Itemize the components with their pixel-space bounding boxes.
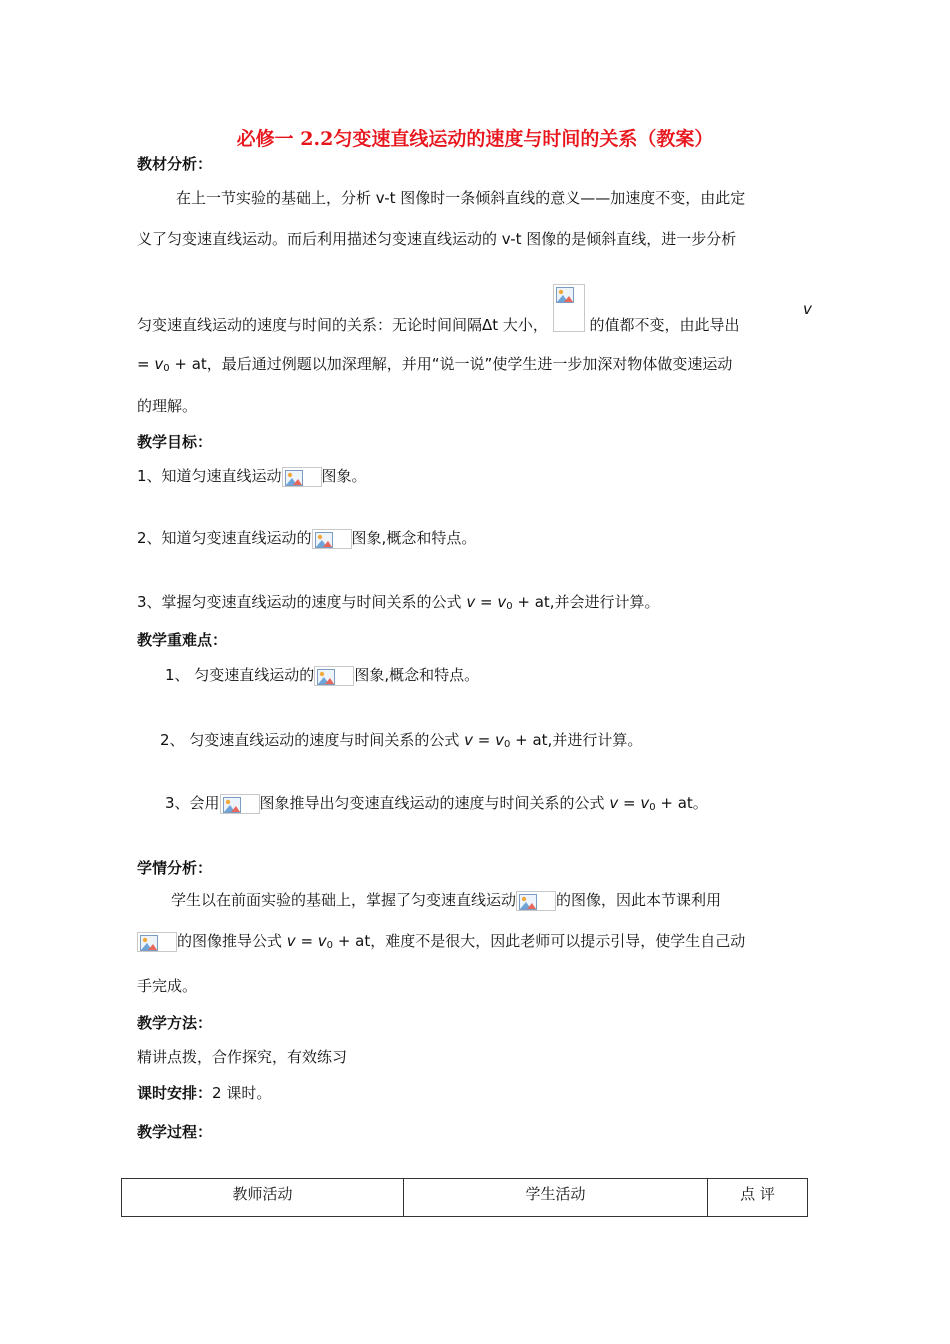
student-analysis-line-2 bbox=[137, 930, 745, 952]
analysis-line-3-v: v bbox=[803, 300, 812, 318]
key-point-1-text-b: 图象,概念和特点。 bbox=[354, 666, 480, 684]
formula-eq: = bbox=[618, 794, 641, 812]
formula-v0: v bbox=[317, 932, 327, 950]
broken-image-icon bbox=[282, 467, 322, 487]
table-header-comment: 点 评 bbox=[708, 1179, 808, 1217]
formula-rest: + at bbox=[655, 794, 693, 812]
process-table bbox=[121, 1178, 808, 1217]
goal-3 bbox=[137, 591, 660, 612]
analysis-line-4-text: + at，最后通过例题以加深理解，并用“说一说”使学生进一步加深对物体做变速运动 bbox=[169, 355, 733, 373]
table-header-student: 学生活动 bbox=[404, 1179, 708, 1217]
student-analysis-text-b: 的图像，因此本节课利用 bbox=[556, 891, 722, 909]
analysis-line-4 bbox=[137, 353, 732, 374]
formula-v: v bbox=[466, 593, 476, 611]
formula-v0: v bbox=[497, 593, 507, 611]
goal-2 bbox=[137, 527, 476, 549]
formula-v: v bbox=[464, 731, 473, 749]
key-point-2 bbox=[160, 729, 642, 750]
broken-image-icon bbox=[312, 529, 352, 549]
goal-2-text-a: 2、知道匀变速直线运动的 bbox=[137, 529, 312, 547]
formula-rest: + at bbox=[512, 593, 550, 611]
process-heading: 教学过程： bbox=[137, 1123, 213, 1141]
formula-sub: 0 bbox=[506, 601, 513, 612]
goals-heading: 教学目标： bbox=[137, 433, 213, 451]
method-text: 精讲点拨，合作探究，有效练习 bbox=[137, 1048, 348, 1066]
key-point-3-text-a: 3、会用 bbox=[165, 794, 220, 812]
document-title: 必修一 2.2匀变速直线运动的速度与时间的关系（教案） bbox=[236, 128, 714, 150]
goal-1-text-b: 图象。 bbox=[321, 467, 367, 485]
analysis-line-2: 义了匀变速直线运动。而后利用描述匀变速直线运动的 v-t 图像的是倾斜直线，进一步分析 bbox=[137, 230, 737, 248]
student-analysis-text-a: 学生以在前面实验的基础上，掌握了匀变速直线运动 bbox=[171, 891, 517, 909]
formula-v0: v bbox=[495, 731, 504, 749]
student-analysis-line-3: 手完成。 bbox=[137, 977, 198, 995]
analysis-line-1: 在上一节实验的基础上，分析 v-t 图像时一条倾斜直线的意义——加速度不变，由此定 bbox=[176, 189, 746, 207]
analysis-line-4-sub: 0 bbox=[163, 363, 170, 374]
student-analysis-text-d: ，难度不是很大，因此老师可以提示引导，使学生自己动 bbox=[370, 932, 746, 950]
key-point-2-text-b: ,并进行计算。 bbox=[547, 731, 643, 749]
analysis-line-4-v: v bbox=[154, 355, 164, 373]
formula-sub: 0 bbox=[649, 802, 656, 813]
analysis-heading: 教材分析： bbox=[137, 155, 213, 173]
broken-image-icon bbox=[516, 891, 556, 911]
schedule-text: 2 课时。 bbox=[212, 1084, 272, 1102]
broken-image-icon bbox=[220, 794, 260, 814]
goal-1-text-a: 1、知道匀速直线运动 bbox=[137, 467, 282, 485]
formula-sub: 0 bbox=[326, 940, 334, 951]
analysis-line-5: 的理解。 bbox=[137, 397, 198, 415]
student-analysis-text-c: 的图像推导公式 bbox=[177, 932, 287, 950]
key-point-3 bbox=[165, 792, 708, 814]
student-analysis-line-1 bbox=[171, 889, 721, 911]
analysis-line-3-text-a: 匀变速直线运动的速度与时间的关系：无论时间间隔Δt 大小， bbox=[137, 315, 548, 334]
schedule-line bbox=[137, 1082, 271, 1103]
schedule-heading: 课时安排： bbox=[137, 1084, 213, 1102]
formula-sub: 0 bbox=[503, 739, 511, 750]
formula-v: v bbox=[609, 794, 619, 812]
key-point-2-text-a: 2、 匀变速直线运动的速度与时间关系的公式 bbox=[160, 731, 465, 749]
broken-image-icon bbox=[137, 932, 177, 952]
student-analysis-heading: 学情分析： bbox=[137, 859, 213, 877]
key-point-1-text-a: 1、 匀变速直线运动的 bbox=[165, 666, 315, 684]
table-header-teacher: 教师活动 bbox=[122, 1179, 404, 1217]
formula-eq: = bbox=[475, 593, 498, 611]
formula-eq: = bbox=[472, 731, 496, 749]
goal-2-text-b: 图象,概念和特点。 bbox=[351, 529, 477, 547]
table-row bbox=[122, 1179, 808, 1217]
key-point-1 bbox=[165, 664, 479, 686]
formula-v: v bbox=[286, 932, 296, 950]
formula-rest: + at bbox=[333, 932, 371, 950]
broken-image-icon bbox=[314, 666, 354, 686]
analysis-line-3-text-b: 的值都不变，由此导出 bbox=[589, 315, 740, 334]
goal-1 bbox=[137, 465, 367, 487]
formula-eq: = bbox=[295, 932, 318, 950]
key-point-3-text-c: 。 bbox=[692, 794, 708, 812]
method-heading: 教学方法： bbox=[137, 1014, 213, 1032]
formula-v0: v bbox=[640, 794, 650, 812]
key-point-3-text-b: 图象推导出匀变速直线运动的速度与时间关系的公式 bbox=[259, 794, 610, 812]
broken-image-icon bbox=[553, 284, 585, 332]
analysis-line-4-eq: = bbox=[137, 355, 155, 373]
goal-3-text-b: ,并会进行计算。 bbox=[549, 593, 660, 611]
goal-3-text-a: 3、掌握匀变速直线运动的速度与时间关系的公式 bbox=[137, 593, 467, 611]
formula-rest: + at bbox=[510, 731, 548, 749]
key-points-heading: 教学重难点： bbox=[137, 631, 228, 649]
analysis-line-3 bbox=[137, 284, 740, 332]
